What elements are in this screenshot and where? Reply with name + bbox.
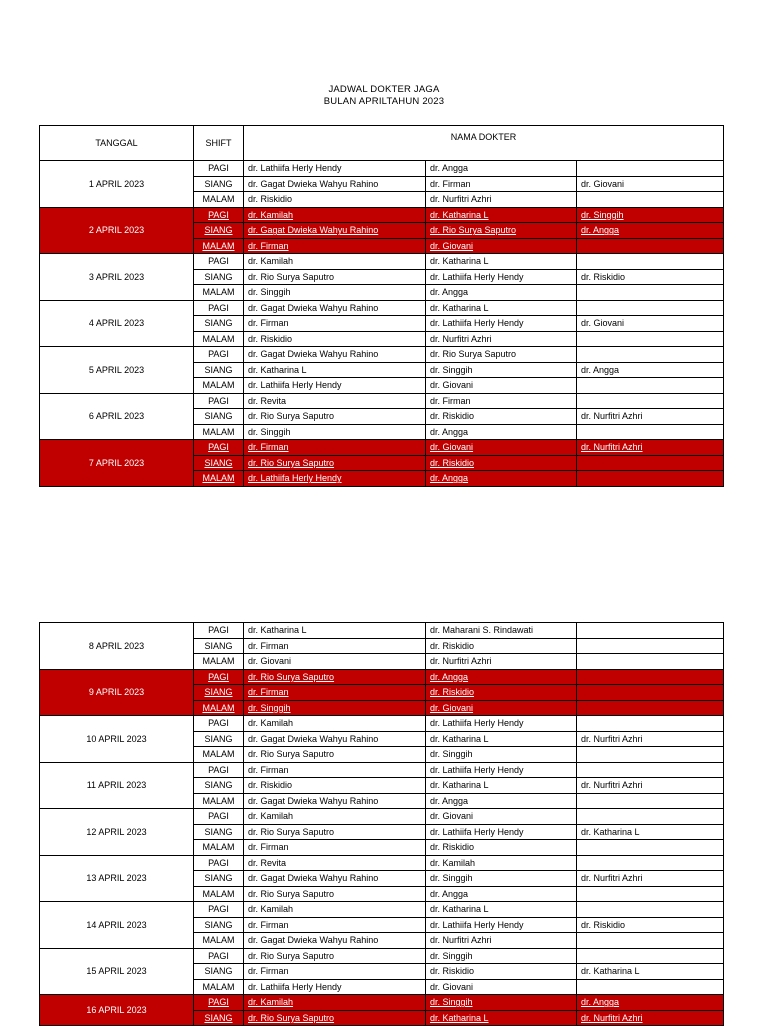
- doctor-cell: dr. Nurfitri Azhri: [577, 871, 724, 887]
- doctor-cell: [577, 654, 724, 670]
- shift-cell: MALAM: [194, 886, 244, 902]
- doctor-cell: dr. Angga: [426, 886, 577, 902]
- shift-cell: SIANG: [194, 778, 244, 794]
- doctor-cell: dr. Singgih: [244, 424, 426, 440]
- doctor-cell: dr. Nurfitri Azhri: [577, 778, 724, 794]
- shift-cell: SIANG: [194, 731, 244, 747]
- doctor-cell: dr. Gagat Dwieka Wahyu Rahino: [244, 176, 426, 192]
- document-title: JADWAL DOKTER JAGA: [328, 84, 440, 95]
- doctor-cell: dr. Gagat Dwieka Wahyu Rahino: [244, 223, 426, 239]
- doctor-cell: dr. Riskidio: [426, 409, 577, 425]
- doctor-cell: [577, 331, 724, 347]
- doctor-cell: dr. Riskidio: [577, 917, 724, 933]
- shift-cell: PAGI: [194, 623, 244, 639]
- shift-cell: PAGI: [194, 762, 244, 778]
- shift-cell: PAGI: [194, 716, 244, 732]
- doctor-cell: dr. Lathiifa Herly Hendy: [244, 471, 426, 487]
- doctor-cell: dr. Firman: [244, 440, 426, 456]
- doctor-cell: dr. Firman: [244, 840, 426, 856]
- doctor-cell: [577, 747, 724, 763]
- doctor-cell: dr. Riskidio: [244, 192, 426, 208]
- doctor-cell: dr. Katharina L: [244, 362, 426, 378]
- date-cell: 4 APRIL 2023: [40, 300, 194, 347]
- doctor-cell: dr. Riskidio: [244, 331, 426, 347]
- doctor-cell: dr. Kamilah: [244, 995, 426, 1011]
- shift-cell: PAGI: [194, 995, 244, 1011]
- schedule-row: [40, 762, 724, 778]
- doctor-cell: dr. Angga: [426, 424, 577, 440]
- doctor-cell: [577, 902, 724, 918]
- doctor-cell: dr. Riskidio: [244, 778, 426, 794]
- doctor-cell: dr. Rio Surya Saputro: [244, 948, 426, 964]
- doctor-cell: dr. Rio Surya Saputro: [244, 886, 426, 902]
- doctor-cell: dr. Rio Surya Saputro: [426, 223, 577, 239]
- doctor-cell: dr. Firman: [244, 238, 426, 254]
- shift-cell: PAGI: [194, 809, 244, 825]
- doctor-cell: dr. Riskidio: [426, 638, 577, 654]
- date-cell: 16 APRIL 2023: [40, 995, 194, 1026]
- doctor-cell: dr. Kamilah: [244, 716, 426, 732]
- shift-cell: SIANG: [194, 223, 244, 239]
- doctor-cell: dr. Lathiifa Herly Hendy: [244, 161, 426, 177]
- doctor-cell: dr. Angga: [426, 285, 577, 301]
- doctor-cell: dr. Rio Surya Saputro: [244, 824, 426, 840]
- doctor-cell: dr. Katharina L: [577, 824, 724, 840]
- schedule-row: [40, 855, 724, 871]
- shift-cell: MALAM: [194, 933, 244, 949]
- shift-cell: MALAM: [194, 331, 244, 347]
- doctor-cell: [577, 793, 724, 809]
- doctor-cell: dr. Riskidio: [426, 840, 577, 856]
- doctor-cell: dr. Riskidio: [426, 964, 577, 980]
- shift-cell: SIANG: [194, 685, 244, 701]
- schedule-row: [40, 716, 724, 732]
- shift-cell: MALAM: [194, 793, 244, 809]
- shift-cell: PAGI: [194, 347, 244, 363]
- date-cell: 6 APRIL 2023: [40, 393, 194, 440]
- date-cell: 11 APRIL 2023: [40, 762, 194, 809]
- doctor-cell: dr. Rio Surya Saputro: [244, 455, 426, 471]
- header-nama-dokter: NAMA DOKTER: [244, 126, 724, 161]
- doctor-cell: dr. Nurfitri Azhri: [426, 192, 577, 208]
- doctor-cell: [577, 424, 724, 440]
- shift-cell: PAGI: [194, 300, 244, 316]
- schedule-row: [40, 393, 724, 409]
- doctor-cell: dr. Giovani: [244, 654, 426, 670]
- doctor-cell: dr. Katharina L: [244, 623, 426, 639]
- shift-cell: SIANG: [194, 917, 244, 933]
- doctor-cell: [577, 393, 724, 409]
- doctor-cell: dr. Firman: [426, 176, 577, 192]
- shift-cell: SIANG: [194, 824, 244, 840]
- doctor-cell: [577, 840, 724, 856]
- doctor-cell: dr. Rio Surya Saputro: [244, 669, 426, 685]
- doctor-cell: dr. Giovani: [577, 176, 724, 192]
- doctor-cell: [577, 809, 724, 825]
- date-cell: 7 APRIL 2023: [40, 440, 194, 487]
- doctor-cell: dr. Nurfitri Azhri: [577, 409, 724, 425]
- header-tanggal: TANGGAL: [40, 126, 194, 161]
- schedule-table-1: [39, 125, 724, 487]
- schedule-row: [40, 347, 724, 363]
- doctor-cell: dr. Lathiifa Herly Hendy: [426, 316, 577, 332]
- doctor-cell: [577, 347, 724, 363]
- doctor-cell: dr. Rio Surya Saputro: [244, 269, 426, 285]
- date-cell: 9 APRIL 2023: [40, 669, 194, 716]
- date-cell: 15 APRIL 2023: [40, 948, 194, 995]
- shift-cell: SIANG: [194, 316, 244, 332]
- doctor-cell: dr. Singgih: [426, 747, 577, 763]
- doctor-cell: dr. Katharina L: [426, 1010, 577, 1026]
- shift-cell: MALAM: [194, 192, 244, 208]
- doctor-cell: dr. Revita: [244, 393, 426, 409]
- doctor-cell: dr. Singgih: [577, 207, 724, 223]
- shift-cell: PAGI: [194, 948, 244, 964]
- shift-cell: MALAM: [194, 238, 244, 254]
- doctor-cell: [577, 685, 724, 701]
- doctor-cell: dr. Riskidio: [577, 269, 724, 285]
- doctor-cell: [577, 933, 724, 949]
- date-cell: 2 APRIL 2023: [40, 207, 194, 254]
- doctor-cell: [577, 378, 724, 394]
- doctor-cell: dr. Lathiifa Herly Hendy: [244, 378, 426, 394]
- shift-cell: MALAM: [194, 654, 244, 670]
- doctor-cell: dr. Angga: [426, 161, 577, 177]
- date-cell: 5 APRIL 2023: [40, 347, 194, 394]
- doctor-cell: dr. Nurfitri Azhri: [426, 654, 577, 670]
- doctor-cell: dr. Gagat Dwieka Wahyu Rahino: [244, 347, 426, 363]
- schedule-row: [40, 995, 724, 1011]
- doctor-cell: dr. Gagat Dwieka Wahyu Rahino: [244, 793, 426, 809]
- shift-cell: MALAM: [194, 471, 244, 487]
- doctor-cell: dr. Firman: [244, 316, 426, 332]
- doctor-cell: dr. Lathiifa Herly Hendy: [426, 917, 577, 933]
- doctor-cell: dr. Giovani: [577, 316, 724, 332]
- header-shift: SHIFT: [194, 126, 244, 161]
- doctor-cell: [577, 886, 724, 902]
- shift-cell: MALAM: [194, 700, 244, 716]
- doctor-cell: [577, 948, 724, 964]
- doctor-cell: dr. Firman: [244, 964, 426, 980]
- doctor-cell: [577, 855, 724, 871]
- doctor-cell: dr. Giovani: [426, 979, 577, 995]
- doctor-cell: dr. Angga: [577, 362, 724, 378]
- schedule-body-1: [40, 161, 724, 487]
- shift-cell: MALAM: [194, 840, 244, 856]
- shift-cell: MALAM: [194, 747, 244, 763]
- schedule-row: [40, 254, 724, 270]
- schedule-row: [40, 623, 724, 639]
- doctor-cell: [577, 161, 724, 177]
- date-cell: 12 APRIL 2023: [40, 809, 194, 856]
- doctor-cell: dr. Kamilah: [244, 254, 426, 270]
- doctor-cell: dr. Katharina L: [426, 778, 577, 794]
- doctor-cell: dr. Singgih: [244, 700, 426, 716]
- shift-cell: PAGI: [194, 440, 244, 456]
- doctor-cell: dr. Nurfitri Azhri: [426, 933, 577, 949]
- shift-cell: SIANG: [194, 362, 244, 378]
- doctor-cell: dr. Katharina L: [426, 731, 577, 747]
- doctor-cell: dr. Singgih: [244, 285, 426, 301]
- doctor-cell: dr. Singgih: [426, 871, 577, 887]
- doctor-cell: dr. Riskidio: [426, 685, 577, 701]
- document-subtitle: BULAN APRILTAHUN 2023: [323, 96, 445, 107]
- doctor-cell: dr. Maharani S. Rindawati: [426, 623, 577, 639]
- doctor-cell: dr. Nurfitri Azhri: [426, 331, 577, 347]
- schedule-row: [40, 948, 724, 964]
- shift-cell: SIANG: [194, 455, 244, 471]
- schedule-row: [40, 902, 724, 918]
- schedule-body-2: [40, 623, 724, 1026]
- doctor-cell: dr. Lathiifa Herly Hendy: [244, 979, 426, 995]
- schedule-row: [40, 300, 724, 316]
- doctor-cell: dr. Angga: [577, 223, 724, 239]
- doctor-cell: dr. Giovani: [426, 700, 577, 716]
- doctor-cell: dr. Giovani: [426, 809, 577, 825]
- doctor-cell: dr. Revita: [244, 855, 426, 871]
- schedule-table-2: [39, 622, 724, 1026]
- doctor-cell: dr. Singgih: [426, 362, 577, 378]
- doctor-cell: dr. Singgih: [426, 995, 577, 1011]
- doctor-cell: dr. Kamilah: [244, 809, 426, 825]
- doctor-cell: dr. Rio Surya Saputro: [244, 747, 426, 763]
- doctor-cell: [577, 455, 724, 471]
- schedule-row: [40, 440, 724, 456]
- shift-cell: SIANG: [194, 176, 244, 192]
- doctor-cell: dr. Singgih: [426, 948, 577, 964]
- shift-cell: PAGI: [194, 393, 244, 409]
- doctor-cell: [577, 192, 724, 208]
- schedule-row: [40, 809, 724, 825]
- doctor-cell: dr. Angga: [426, 669, 577, 685]
- shift-cell: SIANG: [194, 964, 244, 980]
- doctor-cell: dr. Nurfitri Azhri: [577, 731, 724, 747]
- shift-cell: PAGI: [194, 855, 244, 871]
- doctor-cell: dr. Lathiifa Herly Hendy: [426, 716, 577, 732]
- doctor-cell: dr. Giovani: [426, 378, 577, 394]
- doctor-cell: [577, 638, 724, 654]
- shift-cell: PAGI: [194, 207, 244, 223]
- doctor-cell: dr. Firman: [244, 638, 426, 654]
- doctor-cell: dr. Lathiifa Herly Hendy: [426, 762, 577, 778]
- doctor-cell: dr. Angga: [577, 995, 724, 1011]
- doctor-cell: dr. Gagat Dwieka Wahyu Rahino: [244, 731, 426, 747]
- doctor-cell: dr. Rio Surya Saputro: [426, 347, 577, 363]
- doctor-cell: dr. Lathiifa Herly Hendy: [426, 269, 577, 285]
- doctor-cell: dr. Riskidio: [426, 455, 577, 471]
- doctor-cell: dr. Katharina L: [426, 207, 577, 223]
- shift-cell: MALAM: [194, 979, 244, 995]
- shift-cell: MALAM: [194, 424, 244, 440]
- doctor-cell: dr. Rio Surya Saputro: [244, 409, 426, 425]
- doctor-cell: dr. Gagat Dwieka Wahyu Rahino: [244, 300, 426, 316]
- date-cell: 3 APRIL 2023: [40, 254, 194, 301]
- doctor-cell: [577, 669, 724, 685]
- doctor-cell: [577, 238, 724, 254]
- date-cell: 14 APRIL 2023: [40, 902, 194, 949]
- shift-cell: SIANG: [194, 638, 244, 654]
- doctor-cell: dr. Firman: [244, 762, 426, 778]
- date-cell: 8 APRIL 2023: [40, 623, 194, 670]
- shift-cell: PAGI: [194, 254, 244, 270]
- doctor-cell: dr. Nurfitri Azhri: [577, 440, 724, 456]
- schedule-row: [40, 207, 724, 223]
- doctor-cell: dr. Angga: [426, 793, 577, 809]
- doctor-cell: dr. Katharina L: [426, 902, 577, 918]
- doctor-cell: [577, 700, 724, 716]
- shift-cell: PAGI: [194, 902, 244, 918]
- doctor-cell: dr. Rio Surya Saputro: [244, 1010, 426, 1026]
- doctor-cell: dr. Kamilah: [426, 855, 577, 871]
- shift-cell: MALAM: [194, 378, 244, 394]
- shift-cell: SIANG: [194, 409, 244, 425]
- doctor-cell: dr. Giovani: [426, 440, 577, 456]
- doctor-cell: [577, 471, 724, 487]
- schedule-row: [40, 669, 724, 685]
- doctor-cell: [577, 254, 724, 270]
- schedule-row: [40, 161, 724, 177]
- shift-cell: SIANG: [194, 269, 244, 285]
- doctor-cell: dr. Angga: [426, 471, 577, 487]
- doctor-cell: dr. Firman: [426, 393, 577, 409]
- shift-cell: SIANG: [194, 1010, 244, 1026]
- doctor-cell: dr. Giovani: [426, 238, 577, 254]
- date-cell: 1 APRIL 2023: [40, 161, 194, 208]
- doctor-cell: [577, 300, 724, 316]
- doctor-cell: dr. Firman: [244, 917, 426, 933]
- doctor-cell: [577, 762, 724, 778]
- doctor-cell: [577, 716, 724, 732]
- doctor-cell: dr. Katharina L: [426, 300, 577, 316]
- doctor-cell: dr. Lathiifa Herly Hendy: [426, 824, 577, 840]
- doctor-cell: dr. Katharina L: [577, 964, 724, 980]
- shift-cell: MALAM: [194, 285, 244, 301]
- doctor-cell: dr. Gagat Dwieka Wahyu Rahino: [244, 933, 426, 949]
- doctor-cell: [577, 623, 724, 639]
- doctor-cell: [577, 979, 724, 995]
- doctor-cell: dr. Gagat Dwieka Wahyu Rahino: [244, 871, 426, 887]
- doctor-cell: [577, 285, 724, 301]
- shift-cell: SIANG: [194, 871, 244, 887]
- doctor-cell: dr. Kamilah: [244, 207, 426, 223]
- date-cell: 13 APRIL 2023: [40, 855, 194, 902]
- date-cell: 10 APRIL 2023: [40, 716, 194, 763]
- shift-cell: PAGI: [194, 669, 244, 685]
- doctor-cell: dr. Firman: [244, 685, 426, 701]
- doctor-cell: dr. Katharina L: [426, 254, 577, 270]
- doctor-cell: dr. Nurfitri Azhri: [577, 1010, 724, 1026]
- doctor-cell: dr. Kamilah: [244, 902, 426, 918]
- shift-cell: PAGI: [194, 161, 244, 177]
